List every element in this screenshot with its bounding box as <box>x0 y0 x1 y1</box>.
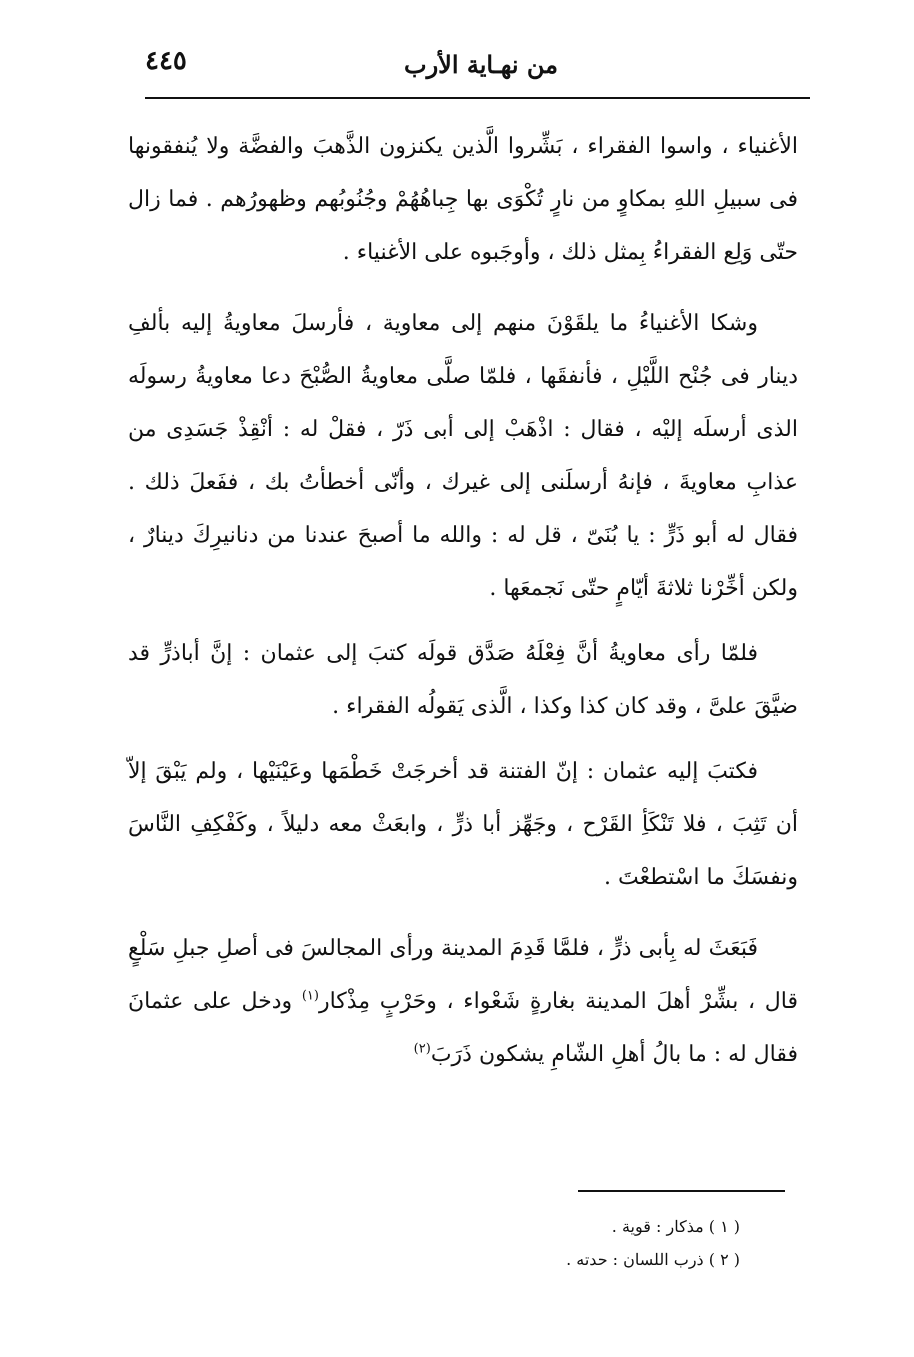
footnote: ( ١ ) مذكار : قوية . <box>611 1217 740 1236</box>
paragraph-text: فَبَعَثَ له بِأبى ذرٍّ ، فلمَّا قَدِمَ المدينة ورأى المجالسَ فى أصلِ جبلِ سَلْعٍ قال ، بشِّرْ أهلَ المدينة بغارةٍ شَعْواء ، وحَرْبٍ مِذْكار <box>128 936 798 1014</box>
paragraph-text: فكتبَ إليه عثمان : إنّ الفتنة قد أخرجَتْ خَطْمَها وعَيْنَيْها ، ولم يَبْقَ إلاّ أن تَثِبَ ، فلا تَنْكَأِ القَرْح ، وجَهِّز أبا ذرٍّ ، وابعَثْ معه دليلاً ، وكَفْكِفِ النَّاسَ ونفسَكَ ما اسْتطعْتَ . <box>128 759 798 890</box>
footnote-rule <box>578 1190 785 1192</box>
page-number: ٤٤٥ <box>145 46 187 76</box>
page-header <box>145 40 810 96</box>
paragraph <box>128 745 798 904</box>
header-rule <box>145 97 810 99</box>
paragraph: فلمّا رأى معاويةُ أنَّ فِعْلَهُ صَدَّق قولَه كتبَ إلى عثمان : إنَّ أباذرٍّ قد ضيَّقَ علىَّ ، وقد كان كذا وكذا ، الَّذى يَقولُه الفقراء . <box>128 641 798 719</box>
footnotes <box>360 1210 740 1276</box>
paragraph-text: ودخل على عثمانَ فقال له : ما بالُ أهلِ الشّامِ يشكون ذَرَبَ <box>128 989 798 1067</box>
paragraph <box>128 922 798 1081</box>
running-title: من نهـاية الأرب <box>403 50 558 79</box>
main-text <box>128 120 798 1081</box>
footnote-ref: (١) <box>301 988 319 1004</box>
paragraph: وشكا الأغنياءُ ما يلقَوْنَ منهم إلى معاوية ، فأرسلَ معاويةُ إليه بألفِ دينار فى جُنْح اللَّيْلِ ، فأنفقَها ، فلمّا صلَّى معاويةُ الصُّبْحَ دعا معاويةُ رسولَه الذى أرسلَه إليْه ، فقال : اذْهَبْ إلى أبى ذَرّ ، فقلْ له : أنْقِذْ جَسَدِى من عذابِ معاويةَ ، فإنهُ أرسلَنى إلى غيرك ، وأنّى أخطأتُ بك ، ففَعلَ ذلك . فقال له أبو ذَرٍّ : يا بُنَىّ ، قل له : والله ما أصبحَ عندنا من دنانيرِكَ دينارٌ ، ولكن أخِّرْنا ثلاثةَ أيّامٍ حتّى نَجمعَها . <box>128 311 798 601</box>
footnote-ref: (٢) <box>413 1041 431 1057</box>
footnote: ( ٢ ) ذرب اللسان : حدته . <box>566 1250 740 1269</box>
paragraph: الأغنياء ، واسوا الفقراء ، بَشِّروا الَّذين يكنزون الذَّهبَ والفضَّة ولا يُنفقونها فى سبيلِ اللهِ بمكاوٍ من نارٍ تُكْوَى بها جِباهُهُمْ وجُنُوبُهم وظهورُهم . فما زال حتّى وَلِع الفقراءُ بِمثل ذلك ، وأوجَبوه على الأغنياء . <box>128 134 798 265</box>
